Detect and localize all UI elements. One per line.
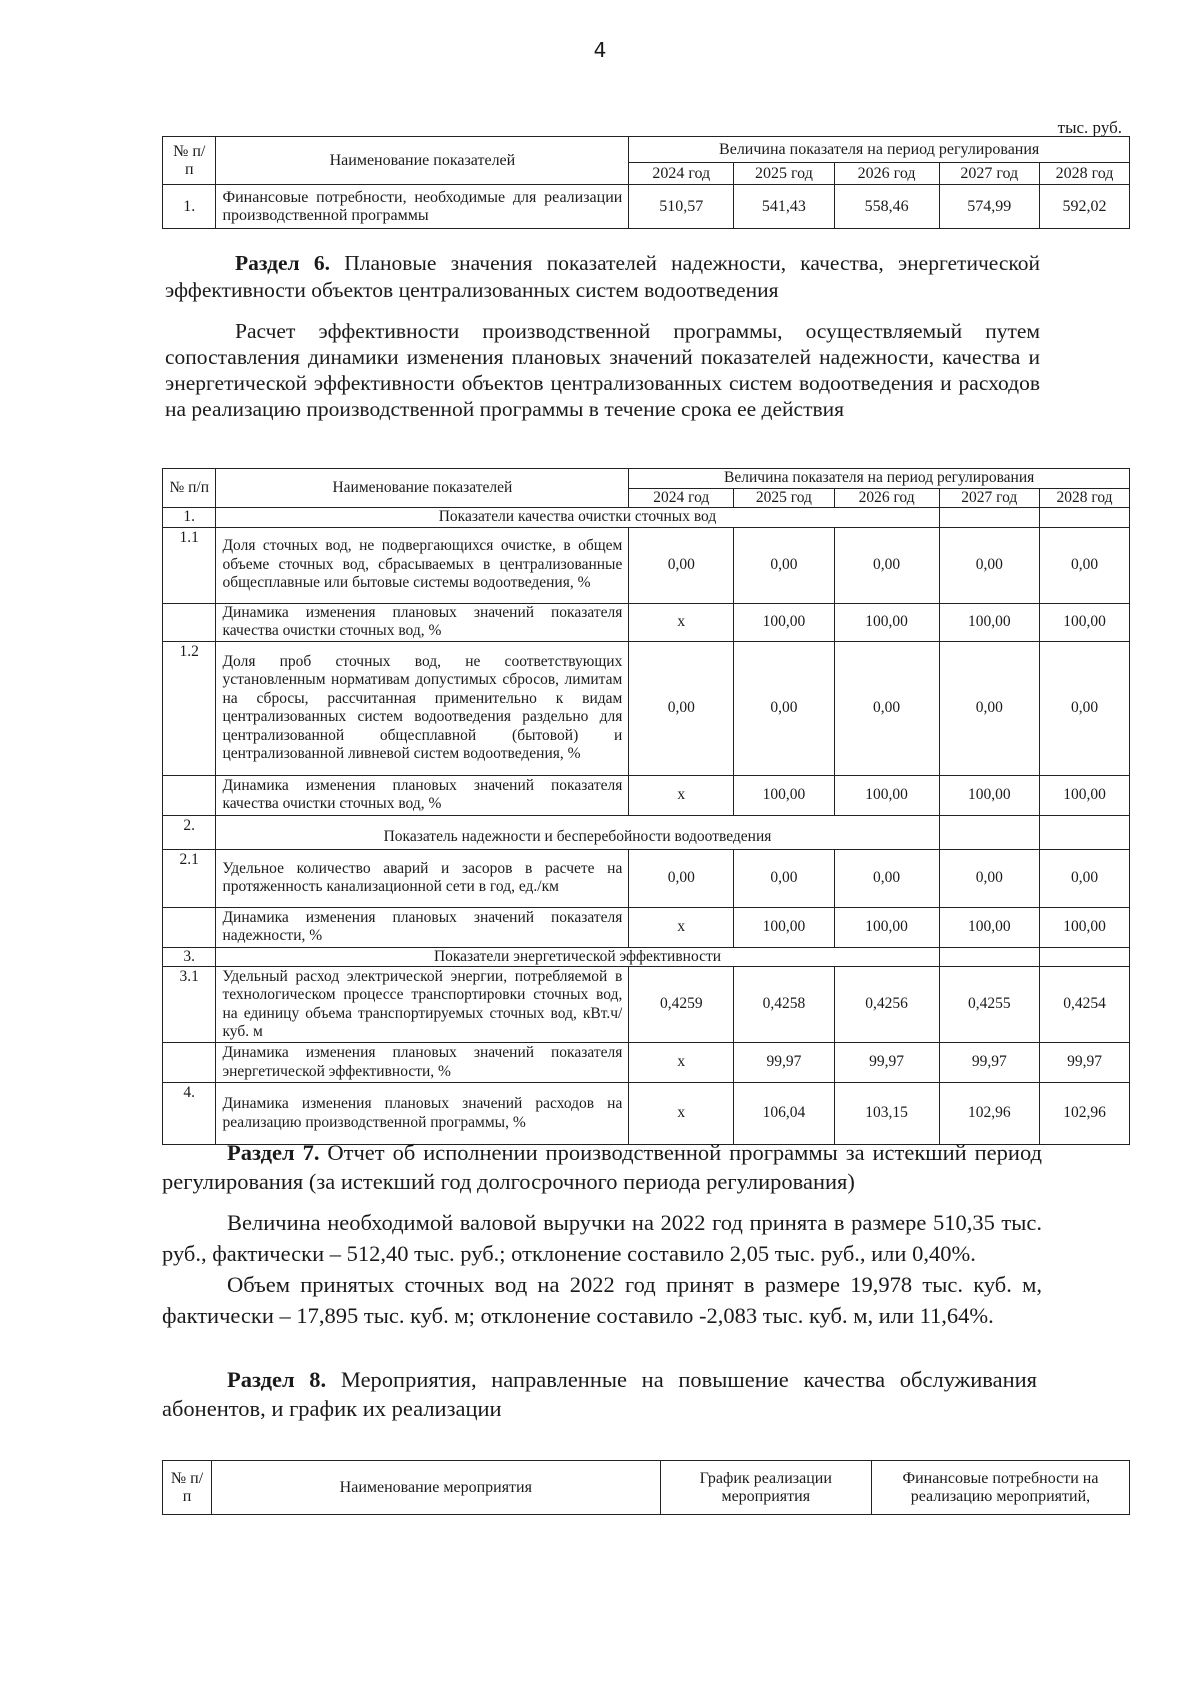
row-num: 2.1 [163,849,216,907]
table-row [163,775,1130,815]
year-header: 2028 год [1040,488,1130,508]
empty-cell [1040,947,1130,967]
value-cell: 574,99 [939,185,1040,229]
section6-heading [165,250,1040,304]
empty-cell [163,603,216,641]
value-cell: 100,00 [734,907,835,947]
group-num: 2. [163,815,216,849]
empty-cell [1040,815,1130,849]
value-cell: 100,00 [734,603,835,641]
value-cell: x [629,1043,734,1083]
row-num: 3.1 [163,967,216,1043]
section8-heading [162,1365,1037,1423]
value-cell: 0,4256 [834,967,939,1043]
value-cell: 0,4254 [1040,967,1130,1043]
value-cell: 0,00 [1040,527,1130,603]
col-period-header: Величина показателя на период регулирования [629,469,1130,489]
year-header: 2026 год [834,488,939,508]
value-cell: 0,00 [834,527,939,603]
table-row [163,527,1130,603]
row-name: Доля проб сточных вод, не соответствующих установленным нормативам допустимых сбросов, лимитам на сбросы, рассчитанная применительно к видам централизованных систем водоотведения раздельно для централизованной общесплавной (бытовой) и централизованной ливневой систем водоотведения, % [216,641,629,775]
value-cell: 99,97 [1040,1043,1130,1083]
value-cell: 0,00 [629,641,734,775]
value-cell: 0,4259 [629,967,734,1043]
col-period-header: Величина показателя на период регулирования [629,137,1130,163]
year-header: 2024 год [629,163,734,185]
row-name: Динамика изменения плановых значений показателя качества очистки сточных вод, % [216,775,629,815]
value-cell: 0,00 [1040,849,1130,907]
section-label: Раздел 6. [235,251,330,275]
col-schedule-header: График реализации мероприятия [660,1461,871,1515]
value-cell: 0,00 [834,849,939,907]
col-name-header: Наименование показателей [216,137,629,185]
value-cell: 0,00 [834,641,939,775]
value-cell: 100,00 [1040,907,1130,947]
empty-cell [1040,508,1130,528]
value-cell: 100,00 [834,907,939,947]
col-num-header: № п/п [163,469,216,508]
year-header: 2025 год [734,488,835,508]
section7-heading [162,1138,1042,1196]
value-cell: 0,00 [629,849,734,907]
table-row [163,185,1130,229]
value-cell: 592,02 [1040,185,1130,229]
unit-note: тыс. руб. [1057,118,1122,137]
row-num: 4. [163,1083,216,1145]
empty-cell [939,815,1040,849]
group-title: Показатель надежности и бесперебойности водоотведения [216,815,939,849]
value-cell: 100,00 [834,603,939,641]
year-header: 2024 год [629,488,734,508]
table-row [163,849,1130,907]
section6-paragraph: Расчет эффективности производственной программы, осуществляемый путем сопоставления динамики изменения плановых значений показателей надежности, качества и энергетической эффективности объектов централизованных систем водоотведения и расходов на реализацию производственной программы в течение срока ее действия [165,319,1040,421]
value-cell: x [629,775,734,815]
empty-cell [163,907,216,947]
group-title: Показатели энергетической эффективности [216,947,939,967]
value-cell: 100,00 [1040,775,1130,815]
table-row [163,967,1130,1043]
section-title: Мероприятия, направленные на повышение качества обслуживания абонентов, и график их реализации [162,1367,1038,1421]
group-title: Показатели качества очистки сточных вод [216,508,939,528]
empty-cell [939,508,1040,528]
table-row [163,907,1130,947]
value-cell: 100,00 [939,775,1040,815]
section-title: Отчет об исполнении производственной программы за истекший период регулирования (за истекший год долгосрочного периода регулирования) [162,1140,1043,1194]
col-name-header: Наименование показателей [216,469,629,508]
row-num: 1.2 [163,641,216,775]
group-row [163,508,1130,528]
year-header: 2027 год [939,488,1040,508]
table-row [163,603,1130,641]
table-row [163,641,1130,775]
year-header: 2027 год [939,163,1040,185]
value-cell: 541,43 [734,185,835,229]
section-label: Раздел 7. [227,1140,320,1165]
value-cell: 0,00 [939,849,1040,907]
year-header: 2028 год [1040,163,1130,185]
group-row [163,947,1130,967]
year-header: 2026 год [834,163,939,185]
value-cell: 100,00 [939,603,1040,641]
value-cell: 100,00 [1040,603,1130,641]
value-cell: 99,97 [939,1043,1040,1083]
value-cell: 0,00 [734,641,835,775]
value-cell: 0,00 [939,641,1040,775]
empty-cell [163,1043,216,1083]
value-cell: x [629,907,734,947]
col-num-header: № п/п [163,137,216,185]
year-header: 2025 год [734,163,835,185]
group-row [163,815,1130,849]
group-num: 1. [163,508,216,528]
row-name: Динамика изменения плановых значений показателя энергетической эффективности, % [216,1043,629,1083]
col-name-header: Наименование мероприятия [212,1461,661,1515]
value-cell: 100,00 [734,775,835,815]
section7-paragraph-1: Величина необходимой валовой выручки на 2022 год принята в размере 510,35 тыс. руб., фактически – 512,40 тыс. руб.; отклонение составило 2,05 тыс. руб., или 0,40%. [162,1210,1042,1266]
section-label: Раздел 8. [227,1367,327,1392]
row-name: Финансовые потребности, необходимые для реализации производственной программы [216,185,629,229]
table-row [163,1043,1130,1083]
page-number: 4 [593,38,607,62]
value-cell: 99,97 [734,1043,835,1083]
value-cell: 103,15 [834,1083,939,1145]
row-name: Доля сточных вод, не подвергающихся очистке, в общем объеме сточных вод, сбрасываемых в централизованные общесплавные или бытовые системы водоотведения, % [216,527,629,603]
empty-cell [939,947,1040,967]
row-num: 1. [163,185,216,229]
empty-cell [163,775,216,815]
col-finance-header: Финансовые потребности на реализацию мероприятий, [871,1461,1129,1515]
value-cell: 100,00 [939,907,1040,947]
section-title: Плановые значения показателей надежности, качества, энергетической эффективности объектов централизованных систем водоотведения [165,251,1040,302]
measures-table [162,1460,1130,1515]
section7-paragraph-2: Объем принятых сточных вод на 2022 год принят в размере 19,978 тыс. куб. м, фактически – 17,895 тыс. куб. м; отклонение составило -2,083 тыс. куб. м, или 11,64%. [162,1272,1042,1328]
value-cell: 0,00 [939,527,1040,603]
value-cell: 0,00 [734,849,835,907]
value-cell: x [629,603,734,641]
group-num: 3. [163,947,216,967]
financial-needs-table [162,136,1130,229]
value-cell: 99,97 [834,1043,939,1083]
value-cell: x [629,1083,734,1145]
value-cell: 0,00 [629,527,734,603]
table-row [163,1083,1130,1145]
value-cell: 510,57 [629,185,734,229]
value-cell: 0,4255 [939,967,1040,1043]
value-cell: 558,46 [834,185,939,229]
row-name: Удельное количество аварий и засоров в расчете на протяженность канализационной сети в год, ед./км [216,849,629,907]
row-name: Динамика изменения плановых значений показателя надежности, % [216,907,629,947]
value-cell: 100,00 [834,775,939,815]
value-cell: 102,96 [939,1083,1040,1145]
row-num: 1.1 [163,527,216,603]
row-name: Динамика изменения плановых значений показателя качества очистки сточных вод, % [216,603,629,641]
value-cell: 0,00 [734,527,835,603]
row-name: Удельный расход электрической энергии, потребляемой в технологическом процессе транспортировки сточных вод, на единицу объема транспортируемых сточных вод, кВт.ч/куб. м [216,967,629,1043]
col-num-header: № п/п [163,1461,212,1515]
value-cell: 0,4258 [734,967,835,1043]
indicators-table [162,468,1130,1145]
value-cell: 0,00 [1040,641,1130,775]
value-cell: 106,04 [734,1083,835,1145]
value-cell: 102,96 [1040,1083,1130,1145]
row-name: Динамика изменения плановых значений расходов на реализацию производственной программы, % [216,1083,629,1145]
